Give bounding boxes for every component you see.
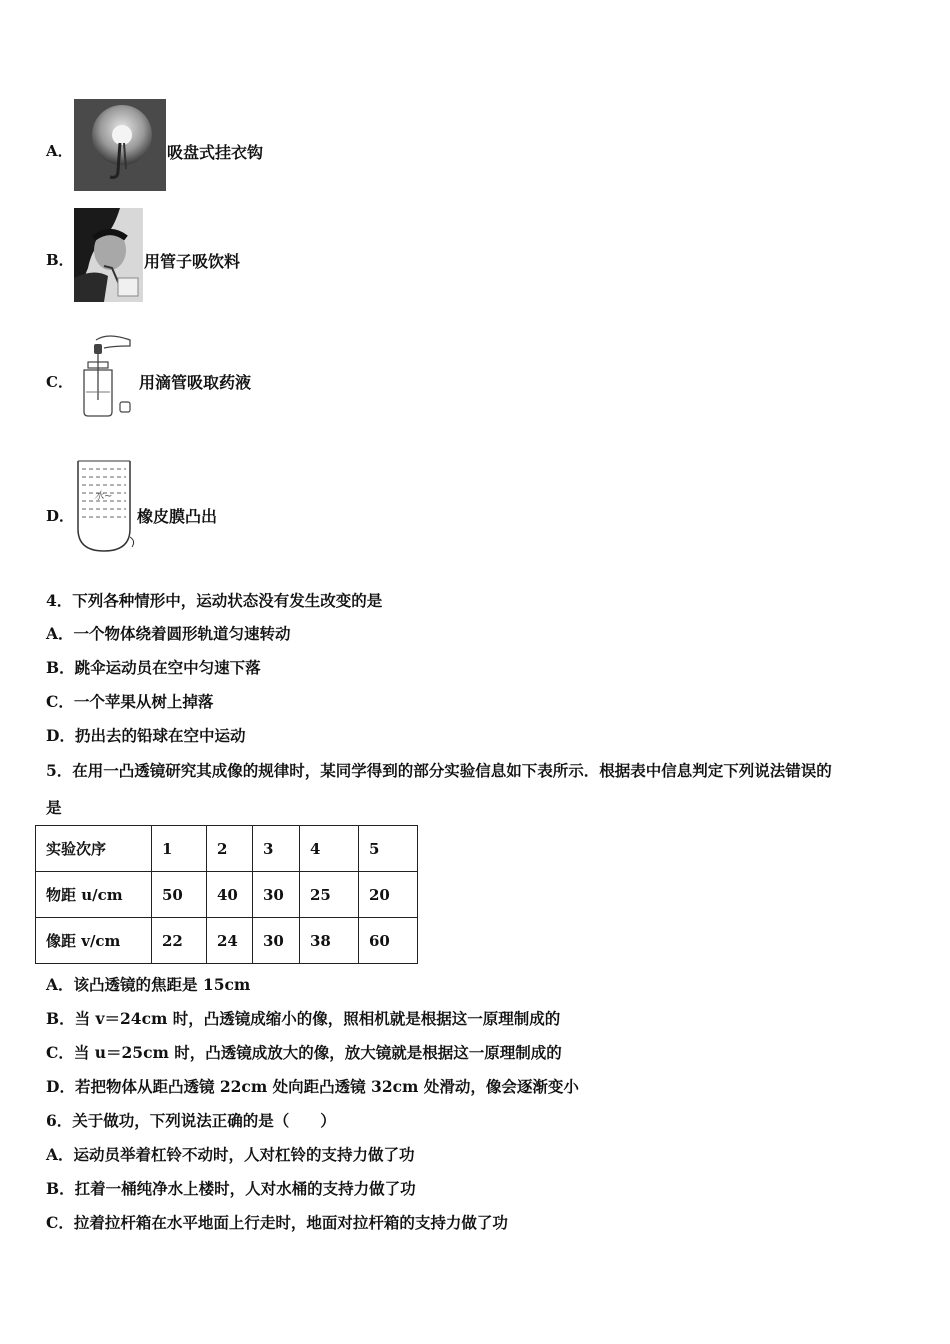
- table-cell: 5: [359, 826, 418, 872]
- option-c: C．拉着拉杆箱在水平地面上行走时，地面对拉杆箱的支持力做了功: [46, 1213, 508, 1232]
- option-d: D．扔出去的铅球在空中运动: [46, 726, 246, 745]
- option-b: B．扛着一桶纯净水上楼时，人对水桶的支持力做了功: [46, 1179, 416, 1198]
- table-cell: 40: [207, 872, 253, 918]
- rubber-membrane-container-icon: [74, 459, 138, 555]
- drinking-straw-photo: [74, 208, 143, 302]
- table-cell: 2: [207, 826, 253, 872]
- option-caption: 橡皮膜凸出: [137, 507, 218, 526]
- suction-hook-icon: [74, 99, 166, 191]
- table-cell: 22: [152, 918, 207, 964]
- table-cell: 3: [253, 826, 300, 872]
- table-row: [36, 918, 418, 964]
- table-cell: 38: [300, 918, 359, 964]
- table-cell: 30: [253, 918, 300, 964]
- table-row: [36, 826, 418, 872]
- option-label: C．: [46, 373, 73, 391]
- table-cell: 4: [300, 826, 359, 872]
- question-stem: 4．下列各种情形中，运动状态没有发生改变的是: [46, 591, 383, 610]
- table-cell: 20: [359, 872, 418, 918]
- option-label: B．: [46, 251, 74, 269]
- option-d: D．若把物体从距凸透镜 22cm 处向距凸透镜 32cm 处滑动，像会逐渐变小: [46, 1077, 579, 1096]
- table-cell: 50: [152, 872, 207, 918]
- option-b: B．跳伞运动员在空中匀速下落: [46, 658, 261, 677]
- table-cell: 像距 v/cm: [36, 918, 152, 964]
- question-stem: 6．关于做功，下列说法正确的是（ ）: [46, 1111, 336, 1130]
- svg-text:水~: 水~: [94, 491, 113, 502]
- table-cell: 25: [300, 872, 359, 918]
- option-b: B．当 v＝24cm 时，凸透镜成缩小的像，照相机就是根据这一原理制成的: [46, 1009, 561, 1028]
- table-cell: 24: [207, 918, 253, 964]
- option-c: C．一个苹果从树上掉落: [46, 692, 214, 711]
- option-label: A．: [46, 142, 73, 160]
- question-stem-continued: 是: [46, 798, 62, 817]
- option-c: C．当 u＝25cm 时，凸透镜成放大的像，放大镜就是根据这一原理制成的: [46, 1043, 562, 1062]
- table-cell: 30: [253, 872, 300, 918]
- experiment-data-table: [35, 825, 418, 964]
- option-caption: 用管子吸饮料: [144, 252, 241, 271]
- option-caption: 吸盘式挂衣钩: [167, 143, 264, 162]
- table-cell: 1: [152, 826, 207, 872]
- table-cell: 物距 u/cm: [36, 872, 152, 918]
- question-stem: 5．在用一凸透镜研究其成像的规律时，某同学得到的部分实验信息如下表所示．根据表中信息判定下列说法错误的: [46, 761, 832, 780]
- table-cell: 60: [359, 918, 418, 964]
- option-a: A．一个物体绕着圆形轨道匀速转动: [46, 624, 291, 643]
- option-a: A．运动员举着杠铃不动时，人对杠铃的支持力做了功: [46, 1145, 415, 1164]
- table-cell: 实验次序: [36, 826, 152, 872]
- table-row: [36, 872, 418, 918]
- option-a: A．该凸透镜的焦距是 15cm: [46, 975, 251, 994]
- option-label: D．: [46, 507, 75, 525]
- dropper-bottle-icon: [74, 330, 134, 420]
- option-caption: 用滴管吸取药液: [139, 373, 252, 392]
